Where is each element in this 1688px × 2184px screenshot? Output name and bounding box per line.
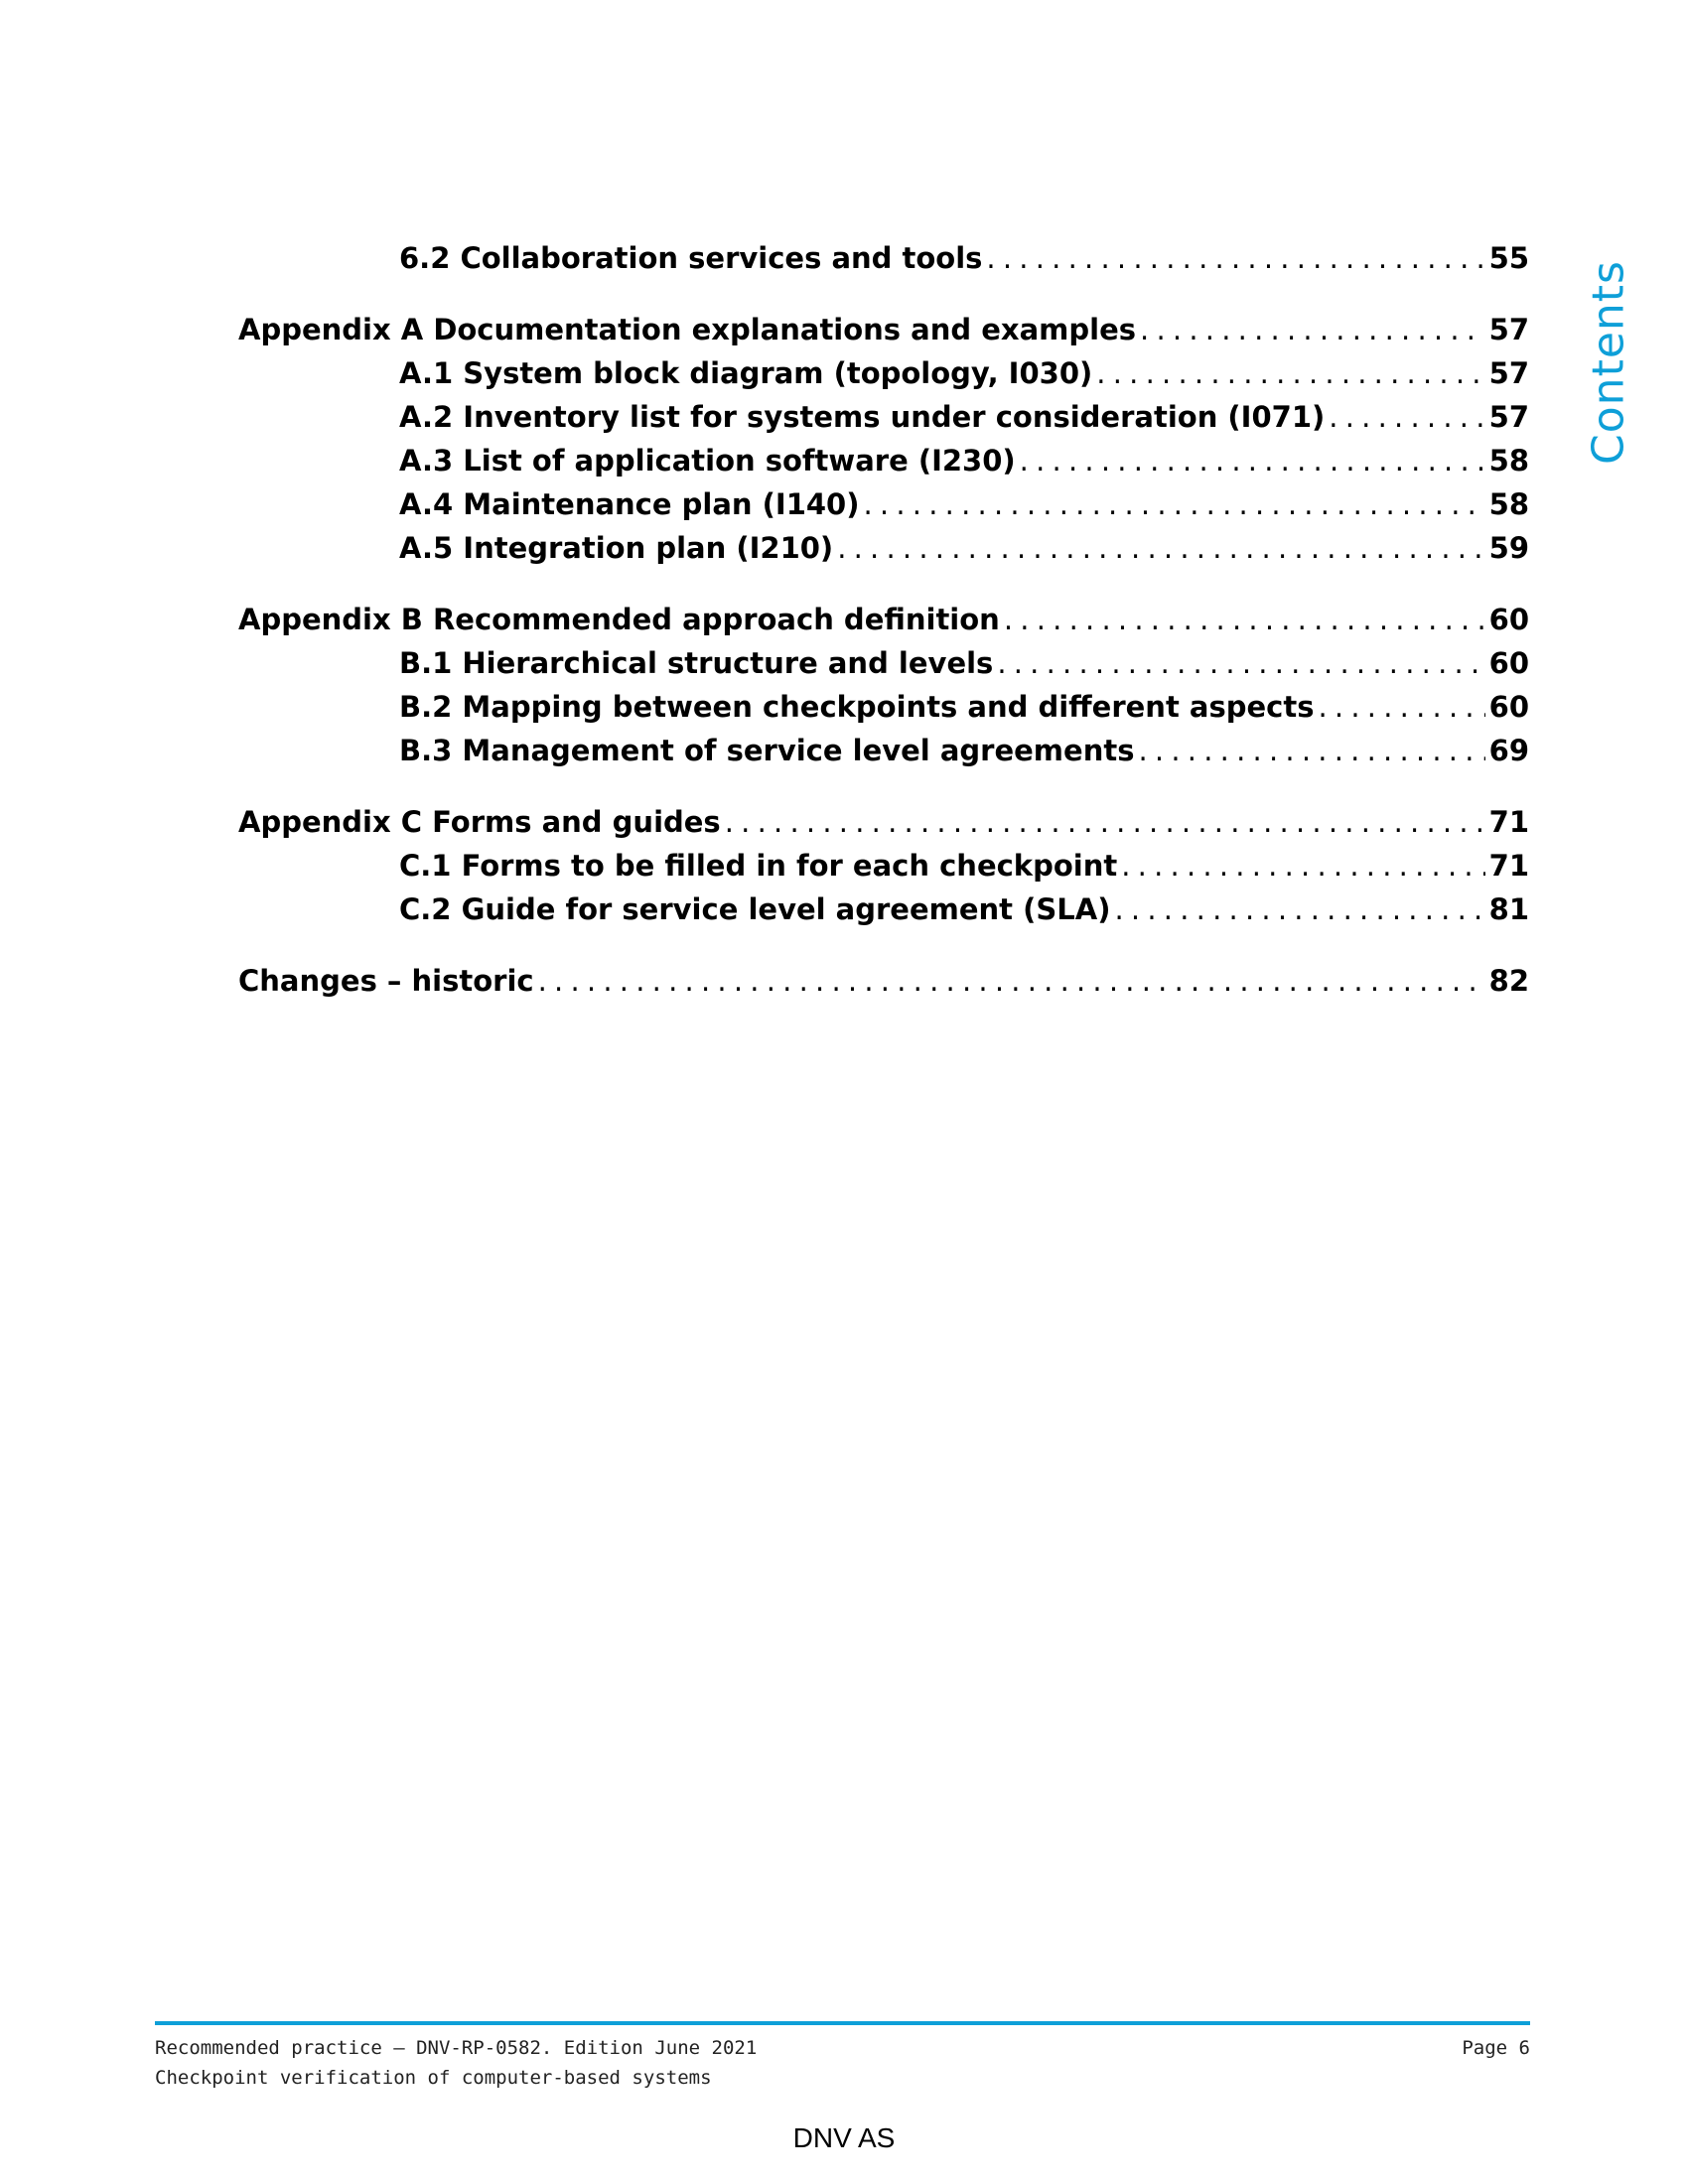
toc-entry[interactable]: [238, 959, 1529, 1003]
toc-entry-title: A.3 List of application software (I230): [399, 444, 1016, 478]
toc-entry-page: 82: [1488, 964, 1529, 998]
footer-page-number: Page 6: [1462, 2037, 1530, 2059]
toc-entry-title: C.1 Forms to be filled in for each checkpoint: [399, 849, 1118, 883]
toc-dot-leader: [1004, 598, 1485, 641]
toc-dot-leader: [1329, 395, 1484, 439]
toc-dot-leader: [986, 236, 1484, 280]
toc-group: [238, 598, 1529, 772]
footer-divider: [155, 2021, 1530, 2025]
toc-entry[interactable]: [238, 641, 1529, 685]
toc-dot-leader: [997, 641, 1484, 685]
toc-entry-page: 57: [1488, 356, 1529, 390]
toc-entry-title: A.1 System block diagram (topology, I030): [399, 356, 1093, 390]
toc-dot-leader: [1096, 351, 1484, 395]
toc-entry-title: B.2 Mapping between checkpoints and different aspects: [399, 690, 1315, 724]
toc-entry[interactable]: [238, 598, 1529, 641]
toc-entry-title: Appendix C Forms and guides: [238, 805, 721, 839]
toc-entry[interactable]: [238, 729, 1529, 772]
toc-entry-title: B.3 Management of service level agreements: [399, 734, 1135, 767]
toc-entry[interactable]: [238, 439, 1529, 482]
toc-entry-page: 55: [1488, 241, 1529, 275]
toc-entry-title: A.2 Inventory list for systems under consideration (I071): [399, 400, 1326, 434]
table-of-contents: [238, 236, 1529, 1030]
toc-entry-title: Appendix B Recommended approach definition: [238, 603, 1000, 636]
toc-dot-leader: [1138, 729, 1484, 772]
toc-entry[interactable]: [238, 800, 1529, 844]
footer-document-reference: Recommended practice — DNV-RP-0582. Edition June 2021: [155, 2037, 758, 2059]
toc-entry-page: 57: [1488, 313, 1529, 346]
toc-entry-title: A.5 Integration plan (I210): [399, 531, 834, 565]
toc-entry-page: 60: [1488, 690, 1529, 724]
footer-doc-line: [155, 2037, 1530, 2059]
toc-group: [238, 959, 1529, 1003]
toc-entry-page: 81: [1488, 892, 1529, 926]
toc-entry[interactable]: [238, 887, 1529, 931]
footer-subtitle-line: [155, 2067, 1530, 2089]
toc-entry[interactable]: [238, 308, 1529, 351]
toc-entry-page: 59: [1488, 531, 1529, 565]
toc-entry-page: 60: [1488, 603, 1529, 636]
toc-dot-leader: [1020, 439, 1485, 482]
toc-entry[interactable]: [238, 482, 1529, 526]
toc-dot-leader: [1140, 308, 1485, 351]
toc-entry-title: A.4 Maintenance plan (I140): [399, 487, 860, 521]
toc-entry[interactable]: [238, 526, 1529, 570]
toc-dot-leader: [538, 959, 1485, 1003]
toc-entry-title: C.2 Guide for service level agreement (SLA): [399, 892, 1111, 926]
toc-dot-leader: [837, 526, 1484, 570]
toc-group: [238, 308, 1529, 570]
toc-entry-page: 57: [1488, 400, 1529, 434]
toc-entry-title: B.1 Hierarchical structure and levels: [399, 646, 994, 680]
toc-dot-leader: [863, 482, 1484, 526]
toc-entry-page: 58: [1488, 444, 1529, 478]
toc-dot-leader: [1121, 844, 1484, 887]
toc-entry[interactable]: [238, 236, 1529, 280]
toc-dot-leader: [1319, 685, 1485, 729]
toc-entry-title: Changes – historic: [238, 964, 534, 998]
toc-entry-title: Appendix A Documentation explanations and examples: [238, 313, 1137, 346]
toc-entry-page: 69: [1488, 734, 1529, 767]
toc-entry-page: 71: [1488, 805, 1529, 839]
toc-entry-title: 6.2 Collaboration services and tools: [399, 241, 983, 275]
publisher-name: DNV AS: [792, 2122, 896, 2153]
toc-entry-page: 71: [1488, 849, 1529, 883]
toc-entry-page: 60: [1488, 646, 1529, 680]
toc-group: [238, 236, 1529, 280]
contents-side-tab: Contents: [1583, 260, 1634, 465]
footer-document-subtitle: Checkpoint verification of computer-based systems: [155, 2067, 712, 2089]
toc-entry[interactable]: [238, 685, 1529, 729]
toc-dot-leader: [725, 800, 1485, 844]
toc-group: [238, 800, 1529, 931]
toc-entry-page: 58: [1488, 487, 1529, 521]
toc-dot-leader: [1114, 887, 1484, 931]
toc-entry[interactable]: [238, 351, 1529, 395]
toc-entry[interactable]: [238, 844, 1529, 887]
toc-entry[interactable]: [238, 395, 1529, 439]
